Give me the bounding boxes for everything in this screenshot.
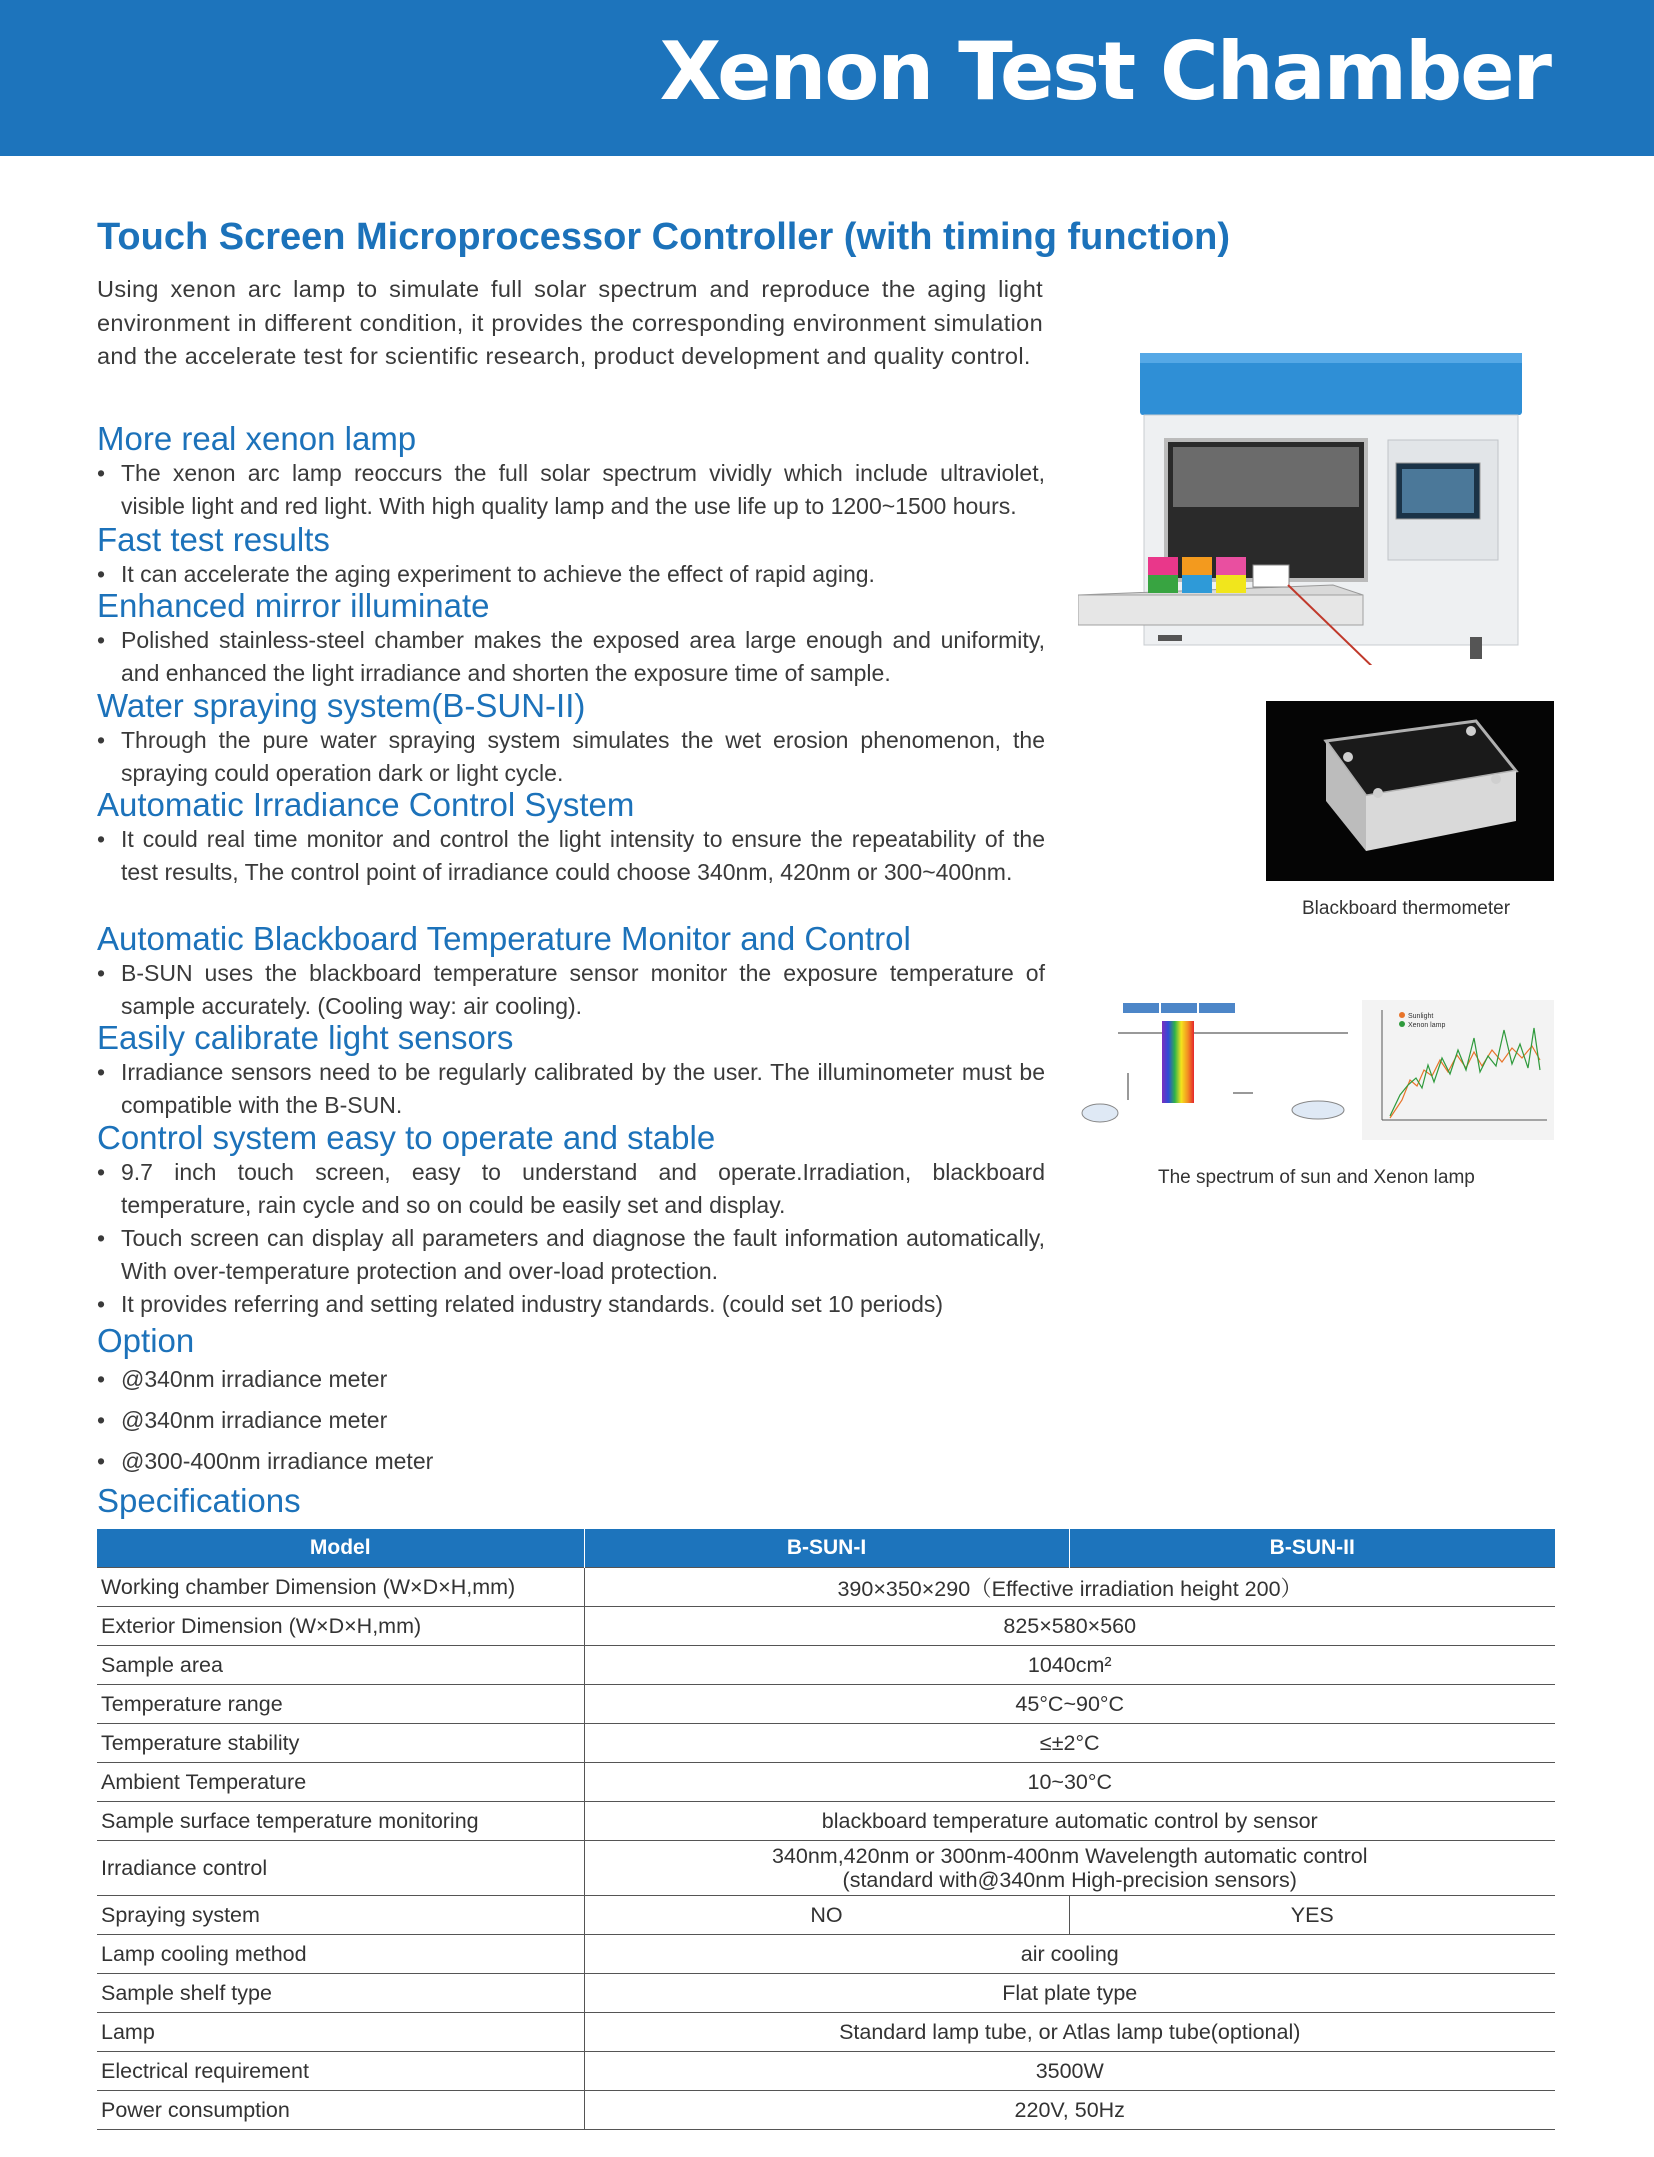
feature-bullet: • Through the pure water spraying system simulates the wet erosion phenomenon, the spraying could operation dark or light cycle. (97, 724, 1045, 790)
legend-sunlight: Sunlight (1408, 1013, 1434, 1020)
header-banner (0, 0, 1654, 156)
spec-value: 220V, 50Hz (584, 2091, 1555, 2130)
table-row (97, 1935, 1555, 1974)
feature-title: Easily calibrate light sensors (97, 1019, 514, 1056)
table-row (97, 2052, 1555, 2091)
option-section (97, 1323, 1045, 1486)
option-item: • @300-400nm irradiance meter (97, 1445, 1045, 1478)
spec-label: Temperature range (97, 1685, 584, 1724)
spec-label: Power consumption (97, 2091, 584, 2130)
column-header-bsun-ii: B-SUN-II (1069, 1529, 1555, 1568)
spec-label: Lamp cooling method (97, 1935, 584, 1974)
feature-title: Water spraying system(B-SUN-II) (97, 687, 586, 724)
spec-label: Exterior Dimension (W×D×H,mm) (97, 1607, 584, 1646)
spec-value: 45°C~90°C (584, 1685, 1555, 1724)
table-row (97, 1974, 1555, 2013)
legend-xenon: Xenon lamp (1408, 1022, 1446, 1029)
feature-title: Automatic Irradiance Control System (97, 786, 635, 823)
feature-bullet: • Touch screen can display all parameters and diagnose the fault information automatically, With over-temperature protection and over-load protection. (97, 1222, 1045, 1288)
specifications-title: Specifications (97, 1482, 301, 1519)
option-item: • @340nm irradiance meter (97, 1363, 1045, 1396)
feature-title: Control system easy to operate and stable (97, 1119, 716, 1156)
feature-title: Automatic Blackboard Temperature Monitor and Control (97, 920, 911, 957)
xenon-chamber-image (1078, 345, 1558, 665)
feature-bullet: • The xenon arc lamp reoccurs the full solar spectrum vividly which include ultraviolet, visible light and red light. With high quality lamp and the use life up to 1200~1500 hours. (97, 457, 1045, 523)
spec-label: Electrical requirement (97, 2052, 584, 2091)
option-title: Option (97, 1322, 195, 1359)
table-row (97, 1568, 1555, 1607)
blackboard-caption: Blackboard thermometer (1302, 898, 1511, 919)
spec-label: Lamp (97, 2013, 584, 2052)
feature-section (97, 522, 1045, 591)
spec-value-group (584, 1841, 1555, 1896)
spec-value-bsun-i: NO (584, 1896, 1069, 1935)
feature-section (97, 1120, 1045, 1321)
spec-value-bsun-ii: YES (1069, 1896, 1555, 1935)
column-header-bsun-i: B-SUN-I (584, 1529, 1069, 1568)
spec-label: Spraying system (97, 1896, 584, 1935)
table-row (97, 1763, 1555, 1802)
feature-bullet: • Polished stainless-steel chamber makes the exposed area large enough and uniformity, and enhanced the light irradiance and shorten the exposure time of sample. (97, 624, 1045, 690)
spectrum-caption: The spectrum of sun and Xenon lamp (1158, 1167, 1475, 1188)
spectrum-chart (1362, 1000, 1554, 1140)
page-title: Xenon Test Chamber (659, 25, 1550, 118)
blackboard-thermometer-image (1266, 701, 1554, 881)
spec-value: 825×580×560 (584, 1607, 1555, 1646)
spec-value: Standard lamp tube, or Atlas lamp tube(optional) (584, 2013, 1555, 2052)
feature-bullet: • B-SUN uses the blackboard temperature sensor monitor the exposure temperature of sample accurately. (Cooling way: air cooling). (97, 957, 1045, 1023)
spec-value: ≤±2°C (584, 1724, 1555, 1763)
spec-label: Ambient Temperature (97, 1763, 584, 1802)
table-row (97, 2091, 1555, 2130)
spec-value: 3500W (584, 2052, 1555, 2091)
spec-label: Sample area (97, 1646, 584, 1685)
feature-bullet: • It can accelerate the aging experiment to achieve the effect of rapid aging. (97, 558, 1045, 591)
feature-section (97, 588, 1045, 690)
column-header-model: Model (97, 1529, 584, 1568)
spec-label: Working chamber Dimension (W×D×H,mm) (97, 1568, 584, 1607)
table-row (97, 2013, 1555, 2052)
spec-value: 340nm,420nm or 300nm-400nm Wavelength automatic control (771, 1844, 1368, 1868)
spec-value: 1040cm² (584, 1646, 1555, 1685)
spec-label: Temperature stability (97, 1724, 584, 1763)
table-row (97, 1685, 1555, 1724)
feature-bullet: • It could real time monitor and control the light intensity to ensure the repeatability of the test results, The control point of irradiance could choose 340nm, 420nm or 300~400nm. (97, 823, 1045, 889)
feature-section (97, 787, 1045, 889)
option-item: • @340nm irradiance meter (97, 1404, 1045, 1437)
table-row (97, 1724, 1555, 1763)
feature-bullet: • It provides referring and setting related industry standards. (could set 10 periods) (97, 1288, 1045, 1321)
table-header-row (97, 1529, 1555, 1568)
table-row (97, 1841, 1555, 1896)
spec-value: blackboard temperature automatic control by sensor (584, 1802, 1555, 1841)
spec-value: 10~30°C (584, 1763, 1555, 1802)
spec-value-note: (standard with@340nm High-precision sensors) (842, 1868, 1297, 1892)
feature-bullet: • 9.7 inch touch screen, easy to understand and operate.Irradiation, blackboard temperature, rain cycle and so on could be easily set and display. (97, 1156, 1045, 1222)
feature-section (97, 688, 1045, 790)
legend-xenon-marker (1399, 1021, 1405, 1027)
spec-value: Flat plate type (584, 1974, 1555, 2013)
table-row (97, 1607, 1555, 1646)
spec-value: air cooling (584, 1935, 1555, 1974)
feature-section (97, 921, 1045, 1023)
feature-title: Enhanced mirror illuminate (97, 587, 490, 624)
feature-section (97, 421, 1045, 523)
spectrum-diagram (1078, 995, 1362, 1135)
feature-section (97, 1020, 1045, 1122)
table-row (97, 1802, 1555, 1841)
table-row (97, 1896, 1555, 1935)
feature-title: More real xenon lamp (97, 420, 417, 457)
spec-label: Sample surface temperature monitoring (97, 1802, 584, 1841)
specifications-table (97, 1529, 1555, 2130)
table-row (97, 1646, 1555, 1685)
intro-paragraph: Using xenon arc lamp to simulate full solar spectrum and reproduce the aging light environment in different condition, it provides the corresponding environment simulation and the accelerate test for scientific research, product development and quality control. (97, 276, 1043, 369)
feature-bullet: • Irradiance sensors need to be regularly calibrated by the user. The illuminometer must be compatible with the B-SUN. (97, 1056, 1045, 1122)
spec-label: Irradiance control (97, 1841, 584, 1896)
spec-label: Sample shelf type (97, 1974, 584, 2013)
spec-value: 390×350×290（Effective irradiation height 200） (584, 1568, 1555, 1607)
main-heading: Touch Screen Microprocessor Controller (with timing function) (97, 216, 1231, 258)
legend-sunlight-marker (1399, 1012, 1405, 1018)
feature-title: Fast test results (97, 521, 330, 558)
